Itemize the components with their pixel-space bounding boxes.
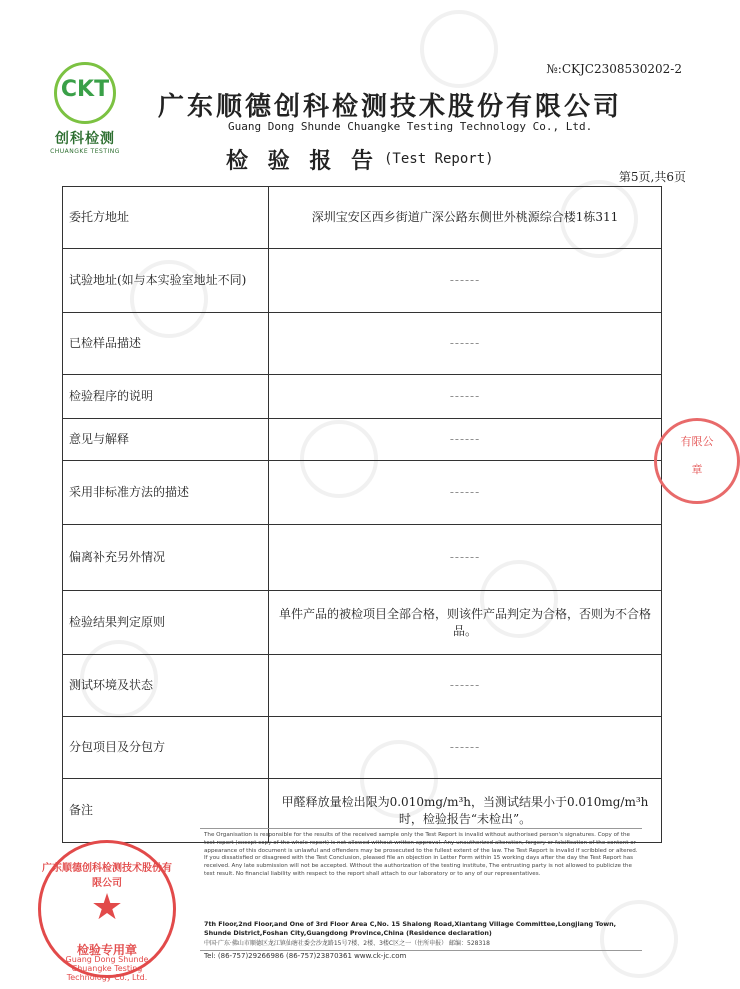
watermark-logo	[600, 900, 678, 978]
row-label: 意见与解释	[63, 419, 269, 461]
table-row	[63, 591, 662, 655]
row-value: ------	[269, 249, 662, 313]
row-value: 甲醛释放量检出限为0.010mg/m³h，当测试结果小于0.010mg/m³h时，检验报告“未检出”。	[269, 779, 662, 843]
row-value: ------	[269, 525, 662, 591]
row-label: 备注	[63, 779, 269, 843]
row-value: 深圳宝安区西乡街道广深公路东侧世外桃源综合楼1栋311	[269, 187, 662, 249]
side-seal-text: 章	[691, 463, 703, 476]
address-en: 7th Floor,2nd Floor,and One of 3rd Floor Area C,No. 15 Shalong Road,Xiantang Village Committee,Longjiang Town, Shunde District,Foshan City,Guangdong Province,China (Residence declaration)	[204, 920, 617, 937]
row-label: 委托方地址	[63, 187, 269, 249]
row-label: 测试环境及状态	[63, 655, 269, 717]
logo-en-text: CHUANGKE TESTING	[50, 148, 120, 155]
row-label: 试验地址(如与本实验室地址不同)	[63, 249, 269, 313]
table-row	[63, 375, 662, 419]
row-label: 采用非标准方法的描述	[63, 461, 269, 525]
side-seal-stamp	[654, 418, 740, 504]
row-label: 分包项目及分包方	[63, 717, 269, 779]
row-value: ------	[269, 717, 662, 779]
table-row	[63, 313, 662, 375]
row-value: 单件产品的被检项目全部合格，则该件产品判定为合格，否则为不合格品。	[269, 591, 662, 655]
logo-mark: CKT	[60, 77, 110, 102]
contact-line: Tel: (86-757)29266986 (86-757)23870361 www.ck-jc.com	[204, 952, 407, 960]
table-row	[63, 461, 662, 525]
row-value: ------	[269, 655, 662, 717]
table-row	[63, 655, 662, 717]
row-value: ------	[269, 313, 662, 375]
side-seal-text: 有限公	[680, 435, 714, 448]
row-label: 检验结果判定原则	[63, 591, 269, 655]
footer-divider	[200, 828, 642, 829]
disclaimer-text: The Organisation is responsible for the results of the received sample only the Test Report is invalid without authorised person's signatures. Copy of the test report (except copy of the whole report) is not allowed without written approval. Any unauthorized alteration, forgery or falsification of the content or appearance of this document is unlawful and offenders may be prosecuted to the fullest extent of the law. The Test Report is invalid if scribbled or altered. If you dissatisfied or disagreed with the Test Conclusion, pleased file an objection in Letter Form within 15 working days after the day the Test Report has received. Any late submission will not be accepted. Without the authorization of the testing institute, The entrusting party is not allowed to publicize the test result. No financial liability with respect to the report shall attach to our laboratory or to any of our representatives.	[204, 832, 638, 878]
seal-bottom-text: 检验专用章	[76, 943, 137, 957]
table-row	[63, 525, 662, 591]
row-value: ------	[269, 375, 662, 419]
address-cn: 中国·广东·佛山市顺德区龙江镇仙塘社委会沙龙路15号7楼、2楼、3楼C区之一（住所申报） 邮编：528318	[204, 940, 490, 947]
document-number: №:CKJC2308530202-2	[546, 62, 682, 76]
row-label: 偏离补充另外情况	[63, 525, 269, 591]
table-row	[63, 419, 662, 461]
report-title-en: (Test Report)	[384, 151, 494, 167]
seal-sub-text: Guang Dong Shunde Chuangke Testing Technology Co., Ltd.	[65, 955, 149, 982]
row-label: 检验程序的说明	[63, 375, 269, 419]
row-label: 已检样品描述	[63, 313, 269, 375]
row-value: ------	[269, 461, 662, 525]
row-value: ------	[269, 419, 662, 461]
logo-cn-text: 创科检测	[55, 131, 115, 147]
watermark-logo	[420, 10, 498, 88]
report-table	[62, 186, 662, 843]
ckt-logo-icon	[54, 62, 116, 124]
table-row	[63, 187, 662, 249]
star-icon: ★	[90, 887, 124, 928]
company-name-en: Guang Dong Shunde Chuangke Testing Technology Co., Ltd.	[228, 120, 593, 133]
table-row	[63, 717, 662, 779]
table-row	[63, 249, 662, 313]
footer-divider	[200, 950, 642, 951]
company-name-cn: 广东顺德创科检测技术股份有限公司	[158, 92, 623, 122]
seal-arc-text: 广东顺德创科检测技术股份有限公司	[42, 863, 172, 889]
page-indicator: 第5页,共6页	[618, 170, 686, 184]
report-title-cn: 检 验 报 告	[226, 148, 379, 174]
inspection-seal-stamp	[38, 840, 176, 982]
company-logo	[40, 62, 130, 155]
